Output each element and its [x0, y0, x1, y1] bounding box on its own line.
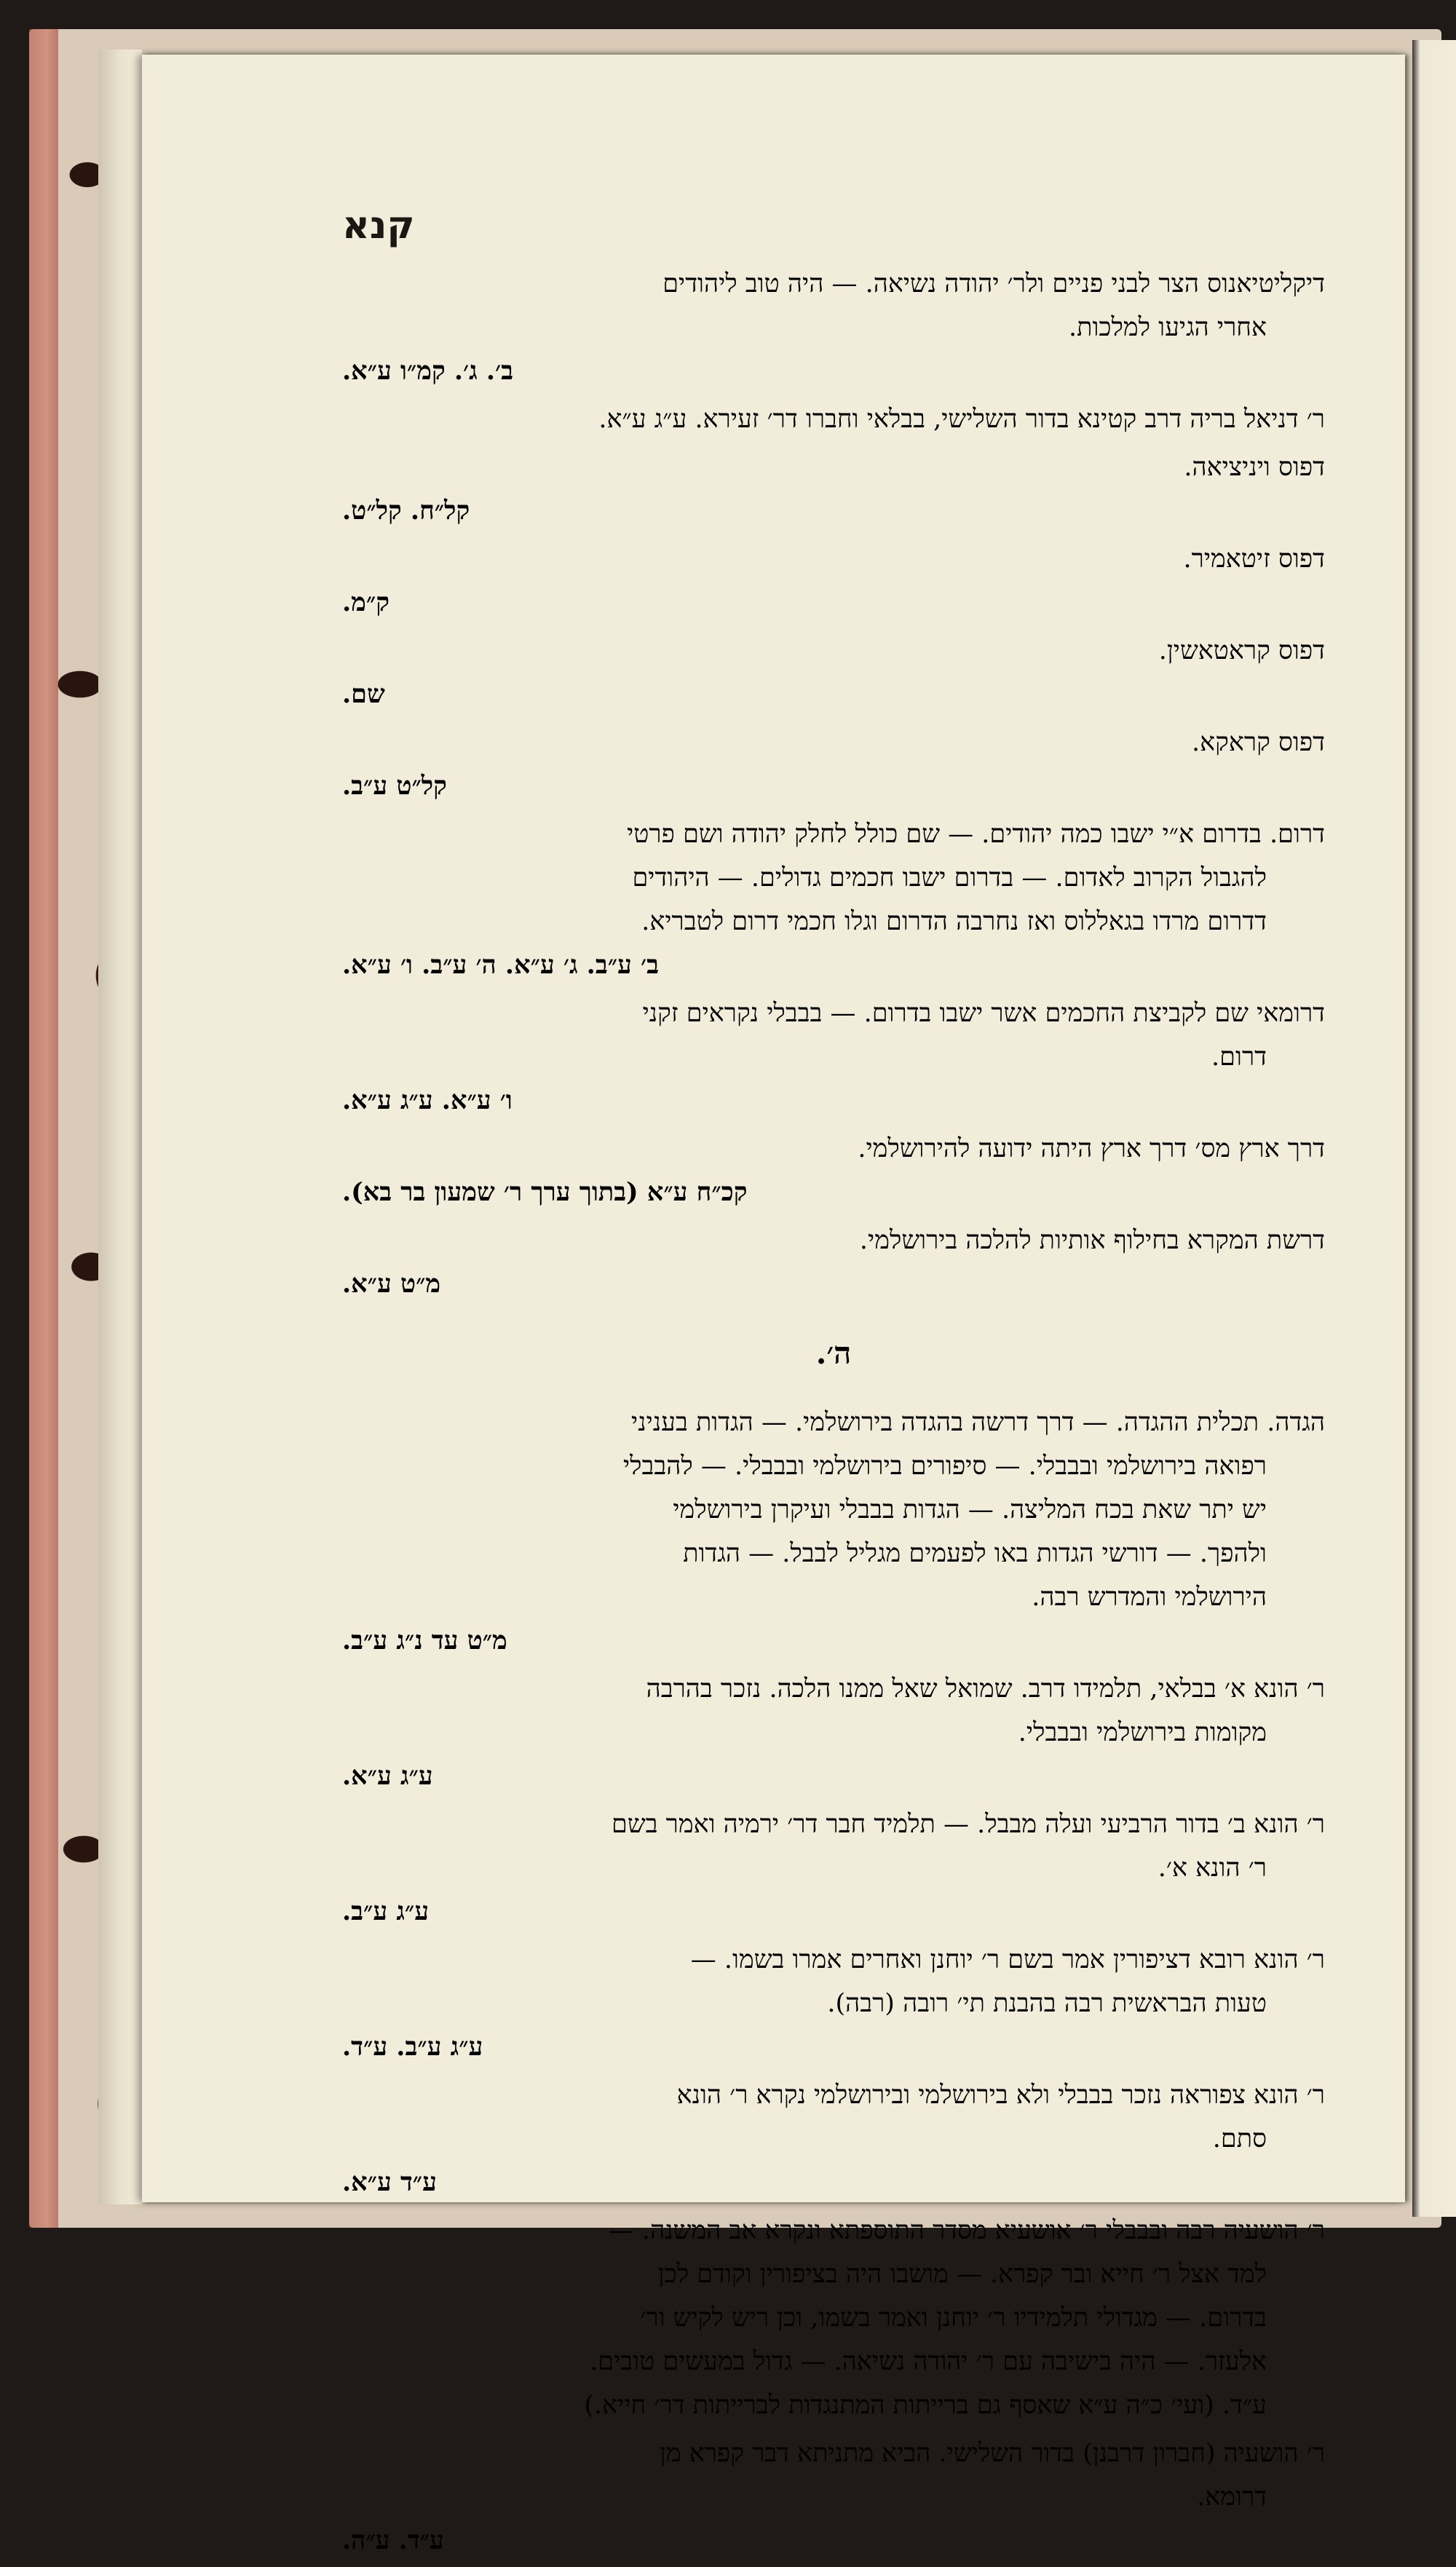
entry-headline: הגדה. תכלית ההגדה. — דרך דרשה בהגדה בירושלמי. — הגדות בעניני — [631, 1408, 1325, 1437]
index-entry — [342, 2432, 1325, 2563]
entry-continuation: רפואה בירושלמי ובבבלי. — סיפורים בירושלמי ובבבלי. — להבבלי — [622, 1452, 1267, 1481]
index-entry — [342, 629, 1325, 716]
entry-headline: דפוס זיטאמיר. — [1183, 545, 1325, 574]
entry-continuation: מקומות בירושלמי ובבבלי. — [1018, 1718, 1267, 1747]
entry-continuation: סתם. — [1212, 2124, 1267, 2153]
index-entry — [342, 2209, 1325, 2427]
entry-continuation: טעות הבראשית רבה בהבנת תי׳ רובה (רבה). — [827, 1989, 1267, 2018]
index-entry — [342, 1401, 1325, 1663]
entry-page-reference: ע״ג ע״ב. — [342, 1896, 429, 1926]
entry-page-reference: ב׳. ג׳. קמ״ו ע״א. — [342, 356, 514, 386]
entry-page-reference: קל״ט ע״ב. — [342, 771, 447, 801]
index-entry — [342, 446, 1325, 533]
entry-page-reference: מ״ט ע״א. — [342, 1269, 441, 1299]
index-entry — [342, 721, 1325, 808]
entry-headline: ר׳ הושעיה רבה ובבבלי ר׳ אושעיא מסדר התוספתא ונקרא אב המשנה. — — [608, 2216, 1325, 2245]
index-entry — [342, 1667, 1325, 1798]
entry-continuation: ע״ד. (ועי׳ כ״ה ע״א שאסף גם ברייתות המתנגדות לברייתות דר׳ חייא.) — [584, 2391, 1267, 2420]
index-entry — [342, 812, 1325, 987]
entry-headline: דרך ארץ מס׳ דרך ארץ היתה ידועה להירושלמי. — [858, 1134, 1325, 1163]
entry-headline: דפוס קראקא. — [1192, 728, 1325, 757]
index-entry — [342, 1127, 1325, 1214]
entry-headline: ר׳ הונא ב׳ בדור הרביעי ועלה מבבל. — תלמיד חבר דר׳ ירמיה ואמר בשם — [612, 1810, 1325, 1839]
entry-continuation: דרום. — [1211, 1043, 1267, 1072]
index-entry — [342, 1938, 1325, 2069]
entry-continuation: בדרום. — מגדולי תלמידיו ר׳ יוחנן ואמר בשמו, וכן ריש לקיש ור׳ — [640, 2303, 1267, 2333]
entry-headline: דיקליטיאנוס הצר לבני פניים ולר׳ יהודה נשיאה. — היה טוב ליהודים — [662, 269, 1325, 298]
entries-he — [342, 1401, 1325, 2563]
cover-spine-edge — [29, 29, 58, 2228]
entry-headline: ר׳ הונא א׳ בבלאי, תלמידו דרב. שמואל שאל ממנו הלכה. נזכר בהרבה — [646, 1674, 1325, 1704]
entry-continuation: למד אצל ר׳ חייא ובר קפרא. — מושבו היה בציפורין וקודם לכן — [657, 2260, 1267, 2289]
entry-headline: ר׳ הונא צפוראה נזכר בבבלי ולא בירושלמי ובירושלמי נקרא ר׳ הונא — [676, 2081, 1325, 2110]
entry-page-reference: קכ״ח ע״א (בתוך ערך ר׳ שמעון בר בא). — [342, 1177, 748, 1207]
page-stack-edge — [98, 50, 142, 2204]
entry-page-reference: שם. — [342, 679, 385, 709]
entry-continuation: אחרי הגיעו למלכות. — [1069, 313, 1267, 342]
entry-continuation: יש יתר שאת בכח המליצה. — הגדות בבבלי ועיקרן בירושלמי — [673, 1495, 1267, 1524]
index-entry — [342, 2073, 1325, 2204]
entry-continuation: דרומא. — [1197, 2483, 1267, 2512]
entry-headline: דרשת המקרא בחילוף אותיות להלכה בירושלמי. — [859, 1226, 1325, 1255]
entry-page-reference: ו׳ ע״א. ע״ג ע״א. — [342, 1085, 513, 1115]
page-number: קנא — [342, 204, 415, 248]
entries-container — [342, 262, 1325, 2567]
entry-continuation: אלעזר. — היה בישיבה עם ר׳ יהודה נשיאה. — גדול במעשים טובים. — [590, 2347, 1267, 2376]
entry-headline: דפוס קראטאשין. — [1158, 636, 1325, 665]
entry-continuation: להגבול הקרוב לאדום. — בדרום ישבו חכמים גדולים. — היהודים — [632, 863, 1267, 893]
entry-continuation: הירושלמי והמדרש רבה. — [1032, 1583, 1267, 1612]
entry-headline: דרום. בדרום א״י ישבו כמה יהודים. — שם כולל לחלק יהודה ושם פרטי — [627, 820, 1325, 849]
entries-dalet — [342, 262, 1325, 1306]
index-entry — [342, 262, 1325, 393]
entry-page-reference: ע״ג ע״ב. ע״ד. — [342, 2032, 483, 2062]
adjacent-page-edge — [1412, 40, 1456, 2217]
entry-headline: דרומאי שם לקביצת החכמים אשר ישבו בדרום. — בבבלי נקראים זקני — [642, 999, 1325, 1028]
entry-page-reference: ע״ד ע״א. — [342, 2167, 437, 2197]
index-entry — [342, 1803, 1325, 1934]
index-entry — [342, 1219, 1325, 1306]
section-letter-he: ה׳. — [815, 1335, 852, 1371]
entry-headline: ר׳ דניאל בריה דרב קטינא בדור השלישי, בבלאי וחברו דר׳ זעירא. ע״ג ע״א. — [598, 405, 1325, 434]
entry-continuation: ולהפך. — דורשי הגדות באו לפעמים מגליל לבבל. — הגדות — [683, 1539, 1267, 1568]
entry-page-reference: ק״מ. — [342, 588, 389, 617]
entry-page-reference: ב׳ ע״ב. ג׳ ע״א. ה׳ ע״ב. ו׳ ע״א. — [342, 950, 659, 980]
entry-headline: דפוס ויניציאה. — [1184, 453, 1325, 482]
entry-continuation: ר׳ הונא א׳. — [1158, 1854, 1267, 1883]
index-entry — [342, 992, 1325, 1123]
entry-continuation: דדרום מרדו בגאללוס ואז נחרבה הדרום וגלו חכמי דרום לטבריא. — [641, 907, 1267, 936]
entry-headline: ר׳ הושעיה (חברון דרבנן) בדור השלישי. הביא מתניתא דבר קפרא מן — [659, 2439, 1325, 2468]
entry-page-reference: ע״ד. ע״ה. — [342, 2526, 444, 2555]
index-entry — [342, 537, 1325, 625]
entry-page-reference: קל״ח. קל״ט. — [342, 496, 470, 526]
index-entry — [342, 397, 1325, 441]
entry-page-reference: ע״ג ע״א. — [342, 1761, 433, 1791]
entry-page-reference: מ״ט עד נ״ג ע״ב. — [342, 1626, 507, 1656]
entry-headline: ר׳ הונא רובא דציפורין אמר בשם ר׳ יוחנן ואחרים אמרו בשמו. — — [690, 1945, 1325, 1974]
